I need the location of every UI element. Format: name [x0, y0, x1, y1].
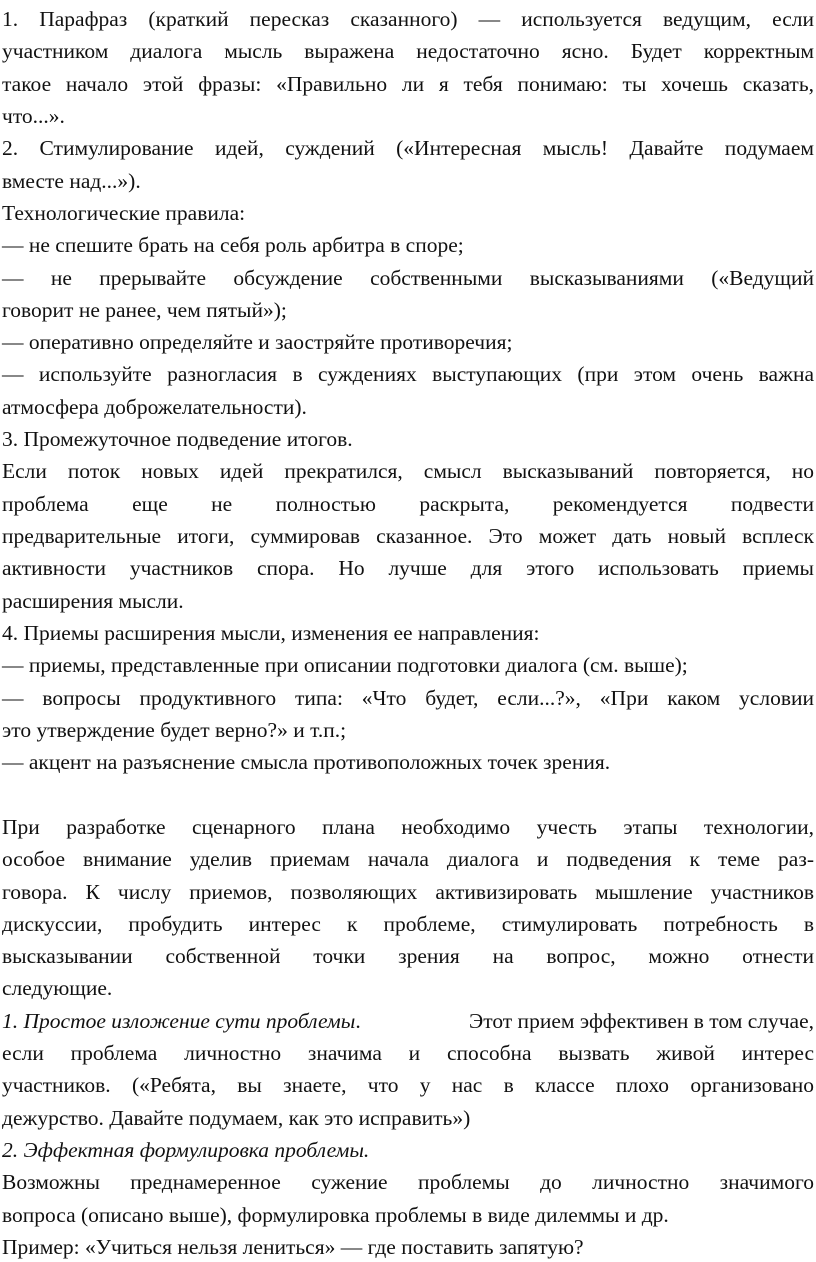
text-line: Пример: «Учиться нельзя лениться» — где поставить запятую? [2, 1235, 584, 1259]
text-line: следующие. [2, 976, 113, 1001]
text-line: Если поток новых идей прекратился, смысл высказываний повторяется, но [2, 459, 814, 484]
text-line: высказывании собственной точки зрения на вопрос, можно отнести [2, 944, 814, 969]
technique-description: Этот прием эффективен в том случае, [469, 1008, 814, 1033]
list-item: — не прерывайте обсуждение собственными высказываниями («Ведущий [2, 265, 814, 290]
list-item: — приемы, представленные при описании подготовки диалога (см. выше); [2, 653, 688, 678]
section-heading: Технологические правила: [2, 200, 246, 225]
text-line: участников. («Ребята, вы знаете, что у нас в классе плохо организовано [2, 1073, 814, 1098]
text-line: дежурство. Давайте подумаем, как это исправить») [2, 1105, 471, 1130]
technique-line [2, 1006, 814, 1036]
list-item: — используйте разногласия в суждениях выступающих (при этом очень важна [2, 362, 814, 387]
section-heading: 4. Приемы расширения мысли, изменения ее направления: [2, 621, 540, 645]
text-line: вместе над...»). [2, 168, 141, 193]
text-line: активности участников спора. Но лучше для этого использовать приемы [2, 556, 814, 581]
text-line: это утверждение будет верно?» и т.п.; [2, 717, 347, 742]
text-line: если проблема личностно значима и способна вызвать живой интерес [2, 1041, 814, 1066]
text-line: атмосфера доброжелательности). [2, 394, 307, 419]
text-line: особое внимание уделив приемам начала диалога и подведения к теме раз- [2, 847, 814, 872]
text-line: предварительные итоги, суммировав сказанное. Это может дать новый всплеск [2, 524, 814, 549]
text-line: говорит не ранее, чем пятый»); [2, 297, 287, 322]
list-item: — не спешите брать на себя роль арбитра в споре; [2, 233, 464, 258]
text-line: что...». [2, 103, 65, 128]
text-line: такое начало этой фразы: «Правильно ли я тебя понимаю: ты хочешь сказать, [2, 71, 814, 96]
text-line: вопроса (описано выше), формулировка проблемы в виде дилеммы и др. [2, 1202, 669, 1227]
list-item: — акцент на разъяснение смысла противоположных точек зрения. [2, 750, 611, 775]
section-heading: 3. Промежуточное подведение итогов. [2, 427, 353, 452]
text-line: говора. К числу приемов, позволяющих активизировать мышление участников [2, 879, 814, 904]
technique-title: 2. Эффектная формулировка проблемы. [2, 1138, 370, 1163]
text-line: 1. Парафраз (краткий пересказ сказанного) — используется ведущим, если [2, 7, 814, 31]
text-line: участником диалога мысль выражена недостаточно ясно. Будет корректным [2, 39, 814, 64]
technique-title-dot: . [355, 1008, 361, 1033]
list-item: — оперативно определяйте и заостряйте противоречия; [2, 330, 513, 355]
text-line: расширения мысли. [2, 588, 184, 613]
text-line: дискуссии, пробудить интерес к проблеме, стимулировать потребность в [2, 911, 814, 936]
technique-title-italic: 1. Простое изложение сути проблемы [2, 1008, 356, 1033]
text-line: При разработке сценарного плана необходимо учесть этапы технологии, [2, 814, 814, 839]
list-item: — вопросы продуктивного типа: «Что будет, если...?», «При каком условии [2, 685, 814, 710]
technique-title [2, 1006, 361, 1036]
text-line: Возможны преднамеренное сужение проблемы до личностно значимого [2, 1170, 814, 1195]
text-line: проблема еще не полностью раскрыта, рекомендуется подвести [2, 491, 814, 516]
text-line: 2. Стимулирование идей, суждений («Интересная мысль! Давайте подумаем [2, 136, 814, 161]
